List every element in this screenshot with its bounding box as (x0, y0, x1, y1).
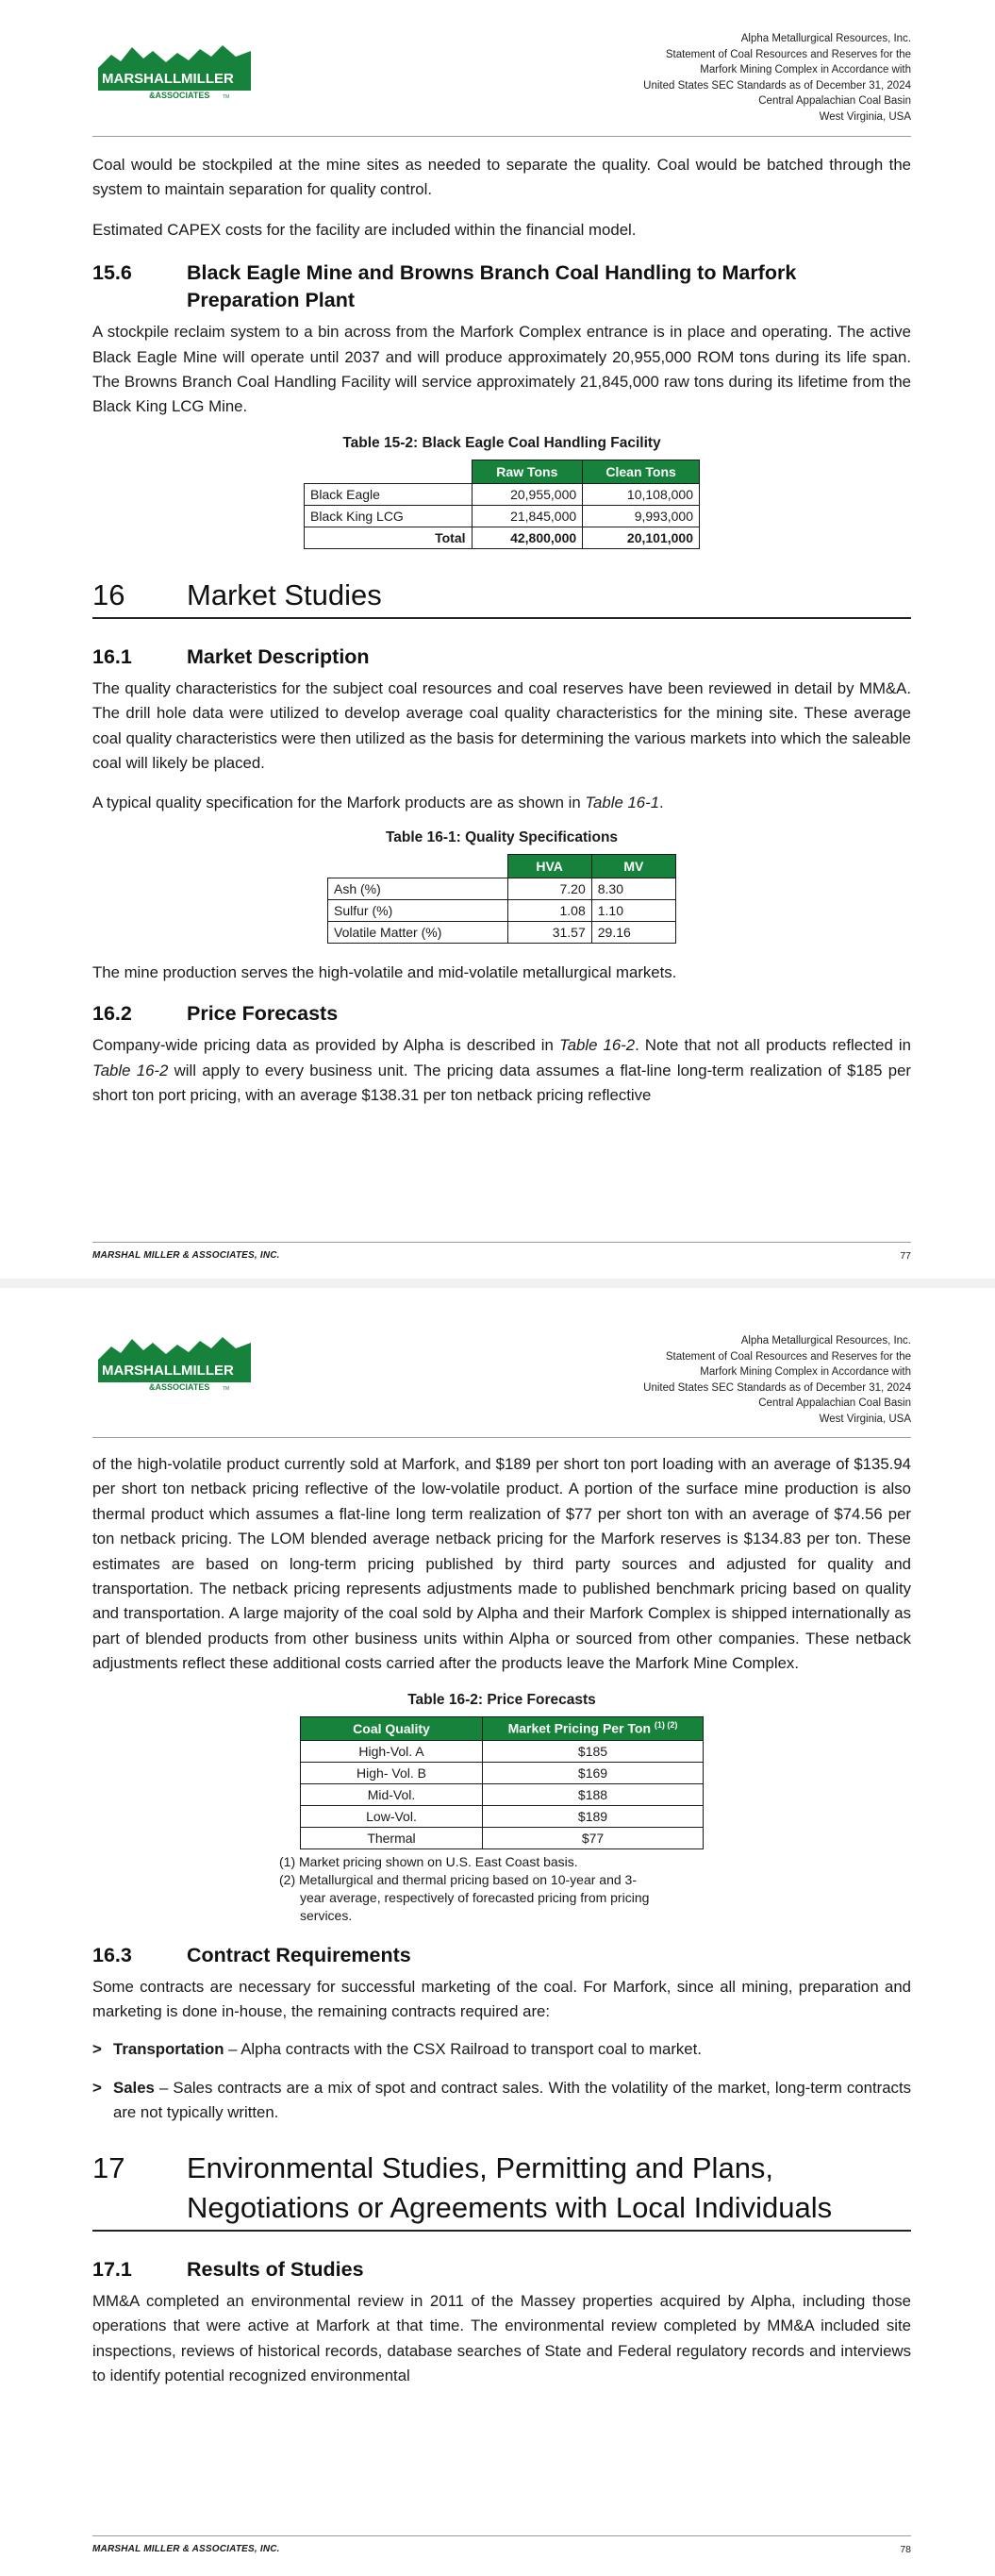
document-page-77 (0, 0, 995, 1279)
paragraph: of the high-volatile product currently sold at Marfork, and $189 per short ton port loading with an average of $135.94 per short ton netback pricing reflective of the low-volatile product. A portion of the surface mine production is also thermal product which assumes a flat-line long term realization of $77 per short ton with an average of $74.56 per ton netback pricing. The LOM blended average netback pricing for the Marfork reserves is $134.83 per ton. These estimates are based on long-term pricing published by third party sources and adjusted for quality and transportation. The netback pricing represents adjustments made to published benchmark pricing based on quality and transportation. A large majority of the coal sold by Alpha and their Marfork Complex is shipped internationally as part of blended products from other business units within Alpha or sourced from other companies. These netback adjustments reflect these additional costs carried after the products leave the Marfork Mine Complex. (92, 1455, 911, 1673)
table-caption: Table 16-1: Quality Specifications (385, 828, 619, 845)
table-row: Thermal $77 (301, 1827, 704, 1848)
paragraph: A stockpile reclaim system to a bin across from the Marfork Complex entrance is in place and operating. The active Black Eagle Mine will operate until 2037 and will produce approximately 20,955,000 ROM tons during its life span. The Browns Branch Coal Handling Facility will service approximately 21,845,000 raw tons during its lifetime from the Black King LCG Mine. (92, 323, 911, 416)
section-heading-16: 16 Market Studies (92, 576, 911, 619)
quality-spec-table (327, 854, 676, 944)
table-row: Sulfur (%) 1.08 1.10 (328, 899, 676, 921)
table-reference: Table 16-1 (585, 794, 660, 812)
table-reference: Table 16-2 (92, 1061, 169, 1079)
table-row: Volatile Matter (%) 31.57 29.16 (328, 921, 676, 943)
table-row: High-Vol. A $185 (301, 1740, 704, 1762)
paragraph: Company-wide pricing data as provided by Alpha is described in Table 16-2. Note that not all products reflected in Table 16-2 will apply to every business unit. The pricing data assumes a flat-line long-term realization of $185 per short ton port pricing, with an average $138.31 per ton netback pricing reflective (92, 1036, 912, 1105)
document-page-78 (0, 1288, 995, 2576)
paragraph: MM&A completed an environmental review in 2011 of the Massey properties acquired by Alpha, including those operations that were active at Marfork at that time. The environmental review completed by MM&A included site inspections, reviews of historical records, database searches of State and Federal regulatory records and interviews to identify potential recognized environmental (92, 2291, 911, 2384)
column-header: Raw Tons (472, 460, 583, 483)
column-header: HVA (507, 854, 591, 878)
table-caption: Table 15-2: Black Eagle Coal Handling Facility (342, 434, 661, 451)
mma-logo (94, 36, 255, 102)
table-row: Ash (%) 7.20 8.30 (328, 878, 676, 899)
svg-text:TM: TM (223, 1386, 230, 1392)
svg-text:TM: TM (223, 94, 230, 100)
table-row: Low-Vol. $189 (301, 1805, 704, 1827)
list-item: > Transportation – Alpha contracts with the CSX Railroad to transport coal to market. (92, 2037, 911, 2062)
table-reference: Table 16-2 (558, 1036, 636, 1055)
footer-divider (92, 1242, 911, 1243)
table-total-row: Total 42,800,000 20,101,000 (305, 527, 700, 548)
table-row: Mid-Vol. $188 (301, 1783, 704, 1805)
svg-text:MARSHALL: MARSHALL (102, 71, 182, 87)
column-header: Coal Quality (301, 1716, 483, 1740)
page-number: 78 (900, 2544, 911, 2555)
header-divider (92, 1437, 911, 1438)
table-notes: (1) Market pricing shown on U.S. East Coast basis. (2) Metallurgical and thermal pricing based on 10-year and 3- year average, respectively of forecasted pricing from pricing services. (279, 1853, 650, 1923)
page-number: 77 (900, 1250, 911, 1262)
table-row: High- Vol. B $169 (301, 1762, 704, 1783)
section-heading-17-1: 17.1 Results of Studies (92, 2257, 364, 2281)
section-heading-15-6: 15.6 Black Eagle Mine and Browns Branch Coal Handling to Marfork Preparation Plant (92, 261, 797, 312)
mma-logo (94, 1328, 255, 1394)
table-caption: Table 16-2: Price Forecasts (407, 1691, 596, 1708)
column-header: Market Pricing Per Ton $^{(1) (2)}$ (483, 1716, 704, 1740)
header-divider (92, 136, 911, 137)
footer-company: MARSHAL MILLER & ASSOCIATES, INC. (92, 1250, 280, 1261)
page-body (92, 1452, 911, 2388)
table-row: Black Eagle 20,955,000 10,108,000 (305, 483, 700, 505)
section-heading-16-2: 16.2 Price Forecasts (92, 1002, 339, 1026)
section-heading-17: 17 Environmental Studies, Permitting and Plans, Negotiations or Agreements with Local Individuals (92, 2149, 911, 2232)
page-header: Alpha Metallurgical Resources, Inc. Statement of Coal Resources and Reserves for the Marfork Mining Complex in Accordance with United States SEC Standards as of December 31, 2024 Central Appalachian Coal Basin West Virginia, USA (643, 1335, 911, 1425)
price-forecast-table (300, 1716, 704, 1849)
svg-text:MARSHALL: MARSHALL (102, 1363, 182, 1379)
svg-text:MILLER: MILLER (181, 71, 234, 87)
paragraph: A typical quality specification for the Marfork products are as shown in Table 16-1. (92, 794, 664, 812)
bullet-marker: > (92, 2040, 102, 2059)
footer-divider (92, 2535, 911, 2536)
paragraph: Some contracts are necessary for successful marketing of the coal. For Marfork, since all mining, preparation and marketing is done in-house, the remaining contracts required are: (92, 1977, 911, 2021)
page-body (92, 153, 911, 1109)
paragraph: Coal would be stockpiled at the mine sites as needed to separate the quality. Coal would be batched through the system to maintain separation for quality control. (92, 156, 911, 199)
paragraph: Estimated CAPEX costs for the facility are included within the financial model. (92, 220, 637, 239)
coal-handling-table (304, 460, 700, 549)
column-header: Clean Tons (583, 460, 700, 483)
paragraph: The mine production serves the high-volatile and mid-volatile metallurgical markets. (92, 962, 677, 981)
column-header: MV (591, 854, 675, 878)
page-header: Alpha Metallurgical Resources, Inc. Statement of Coal Resources and Reserves for the Marfork Mining Complex in Accordance with United States SEC Standards as of December 31, 2024 Central Appalachian Coal Basin West Virginia, USA (643, 33, 911, 123)
footer-company: MARSHAL MILLER & ASSOCIATES, INC. (92, 2544, 280, 2554)
svg-text:MILLER: MILLER (181, 1363, 234, 1379)
section-heading-16-3: 16.3 Contract Requirements (92, 1943, 411, 1966)
svg-text:&ASSOCIATES: &ASSOCIATES (149, 1382, 210, 1392)
list-item: > Sales – Sales contracts are a mix of spot and contract sales. With the volatility of the market, long-term contracts are not typically written. (92, 2076, 911, 2126)
section-heading-16-1: 16.1 Market Description (92, 644, 370, 668)
svg-text:&ASSOCIATES: &ASSOCIATES (149, 91, 210, 100)
paragraph: The quality characteristics for the subject coal resources and coal reserves have been reviewed in detail by MM&A. The drill hole data were utilized to develop average coal quality characteristics for the mining site. These average coal quality characteristics were then utilized as the basis for determining the various markets into which the saleable coal will likely be placed. (92, 678, 911, 773)
bullet-marker: > (92, 2078, 102, 2097)
table-row: Black King LCG 21,845,000 9,993,000 (305, 505, 700, 527)
